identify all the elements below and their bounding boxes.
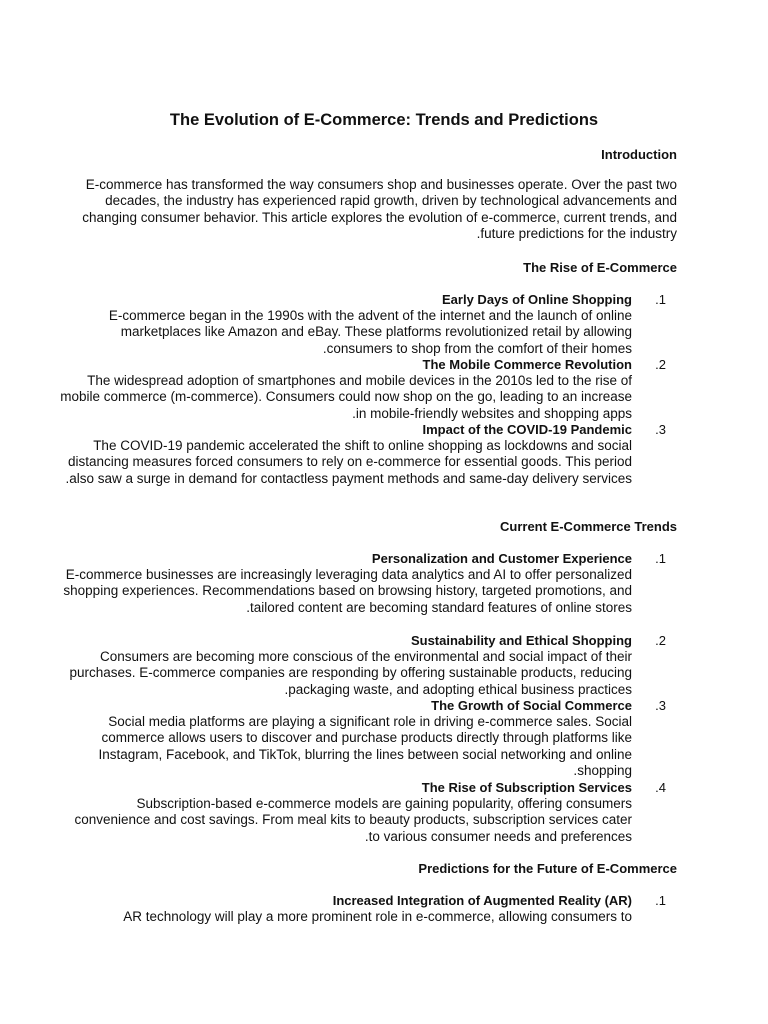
list-item-number: 2. [655, 633, 666, 648]
list-item [60, 421, 672, 487]
list-item-number: 2. [655, 357, 666, 372]
list-item-number: 3. [655, 422, 666, 437]
section-heading-trends: Current E-Commerce Trends [500, 519, 677, 534]
section-heading-rise: The Rise of E-Commerce [523, 260, 677, 275]
list-item-body: Consumers are becoming more conscious of the environmental and social impact of their purchases. E-commerce companies are responding by offering sustainable products, reducing packaging waste, and adopting ethical business practices. [69, 649, 632, 697]
section-heading-introduction: Introduction [601, 147, 677, 162]
document-title: The Evolution of E-Commerce: Trends and Predictions [169, 111, 599, 129]
list-item-body: E-commerce businesses are increasingly leveraging data analytics and AI to offer personalized shopping experiences. Recommendations based on browsing history, targeted promotions, and tailored content are becoming standard features of online stores. [63, 567, 632, 615]
list-item-body: Social media platforms are playing a significant role in driving e-commerce sales. Social commerce allows users to discover and purchase products directly through platforms like Instagram, Facebook, and TikTok, blurring the lines between social networking and online shopping. [98, 714, 632, 779]
list-item [60, 356, 672, 422]
list-item-body: E-commerce began in the 1990s with the advent of the internet and the launch of online marketplaces like Amazon and eBay. These platforms revolutionized retail by allowing consumers to shop from the comfort of their homes. [108, 308, 632, 356]
list-item-title: Impact of the COVID-19 Pandemic [422, 422, 632, 437]
list-item [60, 550, 672, 616]
list-item [60, 892, 672, 925]
list-item [60, 291, 672, 357]
list-item-body: The widespread adoption of smartphones and mobile devices in the 2010s led to the rise of mobile commerce (m-commerce). Consumers could now shop on the go, leading to an increase in mobile-friendly websites and shopping apps. [60, 373, 632, 421]
list-item-title: The Growth of Social Commerce [431, 698, 632, 713]
list-item-title: Increased Integration of Augmented Reality (AR) [332, 893, 632, 908]
list-item-title: Sustainability and Ethical Shopping [410, 633, 632, 648]
list-item [60, 632, 672, 698]
list-item-title: The Rise of Subscription Services [421, 780, 632, 795]
list-item [60, 697, 672, 780]
list-item-number: 1. [655, 893, 666, 908]
list-item-title: Early Days of Online Shopping [442, 292, 632, 307]
list-item-body: The COVID-19 pandemic accelerated the shift to online shopping as lockdowns and social distancing measures forced consumers to rely on e-commerce for essential goods. This period also saw a surge in demand for contactless payment methods and same-day delivery services. [65, 438, 632, 486]
list-item-number: 1. [655, 551, 666, 566]
list-item-number: 1. [655, 292, 666, 307]
list-item [60, 779, 672, 845]
list-item-body: AR technology will play a more prominent role in e-commerce, allowing consumers to [123, 909, 632, 924]
list-item-body: Subscription-based e-commerce models are gaining popularity, offering consumers convenience and cost savings. From meal kits to beauty products, subscription services cater to various consumer needs and preferences. [74, 796, 632, 844]
section-heading-predictions: Predictions for the Future of E-Commerce [418, 861, 677, 876]
intro-paragraph: E-commerce has transformed the way consumers shop and businesses operate. Over the past two decades, the industry has experienced rapid growth, driven by technological advancements and changing consumer behavior. This article explores the evolution of e-commerce, current trends, and future predictions for the industry. [82, 177, 677, 242]
list-item-number: 3. [655, 698, 666, 713]
list-item-title: The Mobile Commerce Revolution [422, 357, 632, 372]
list-item-title: Personalization and Customer Experience [371, 551, 632, 566]
list-item-number: 4. [655, 780, 666, 795]
